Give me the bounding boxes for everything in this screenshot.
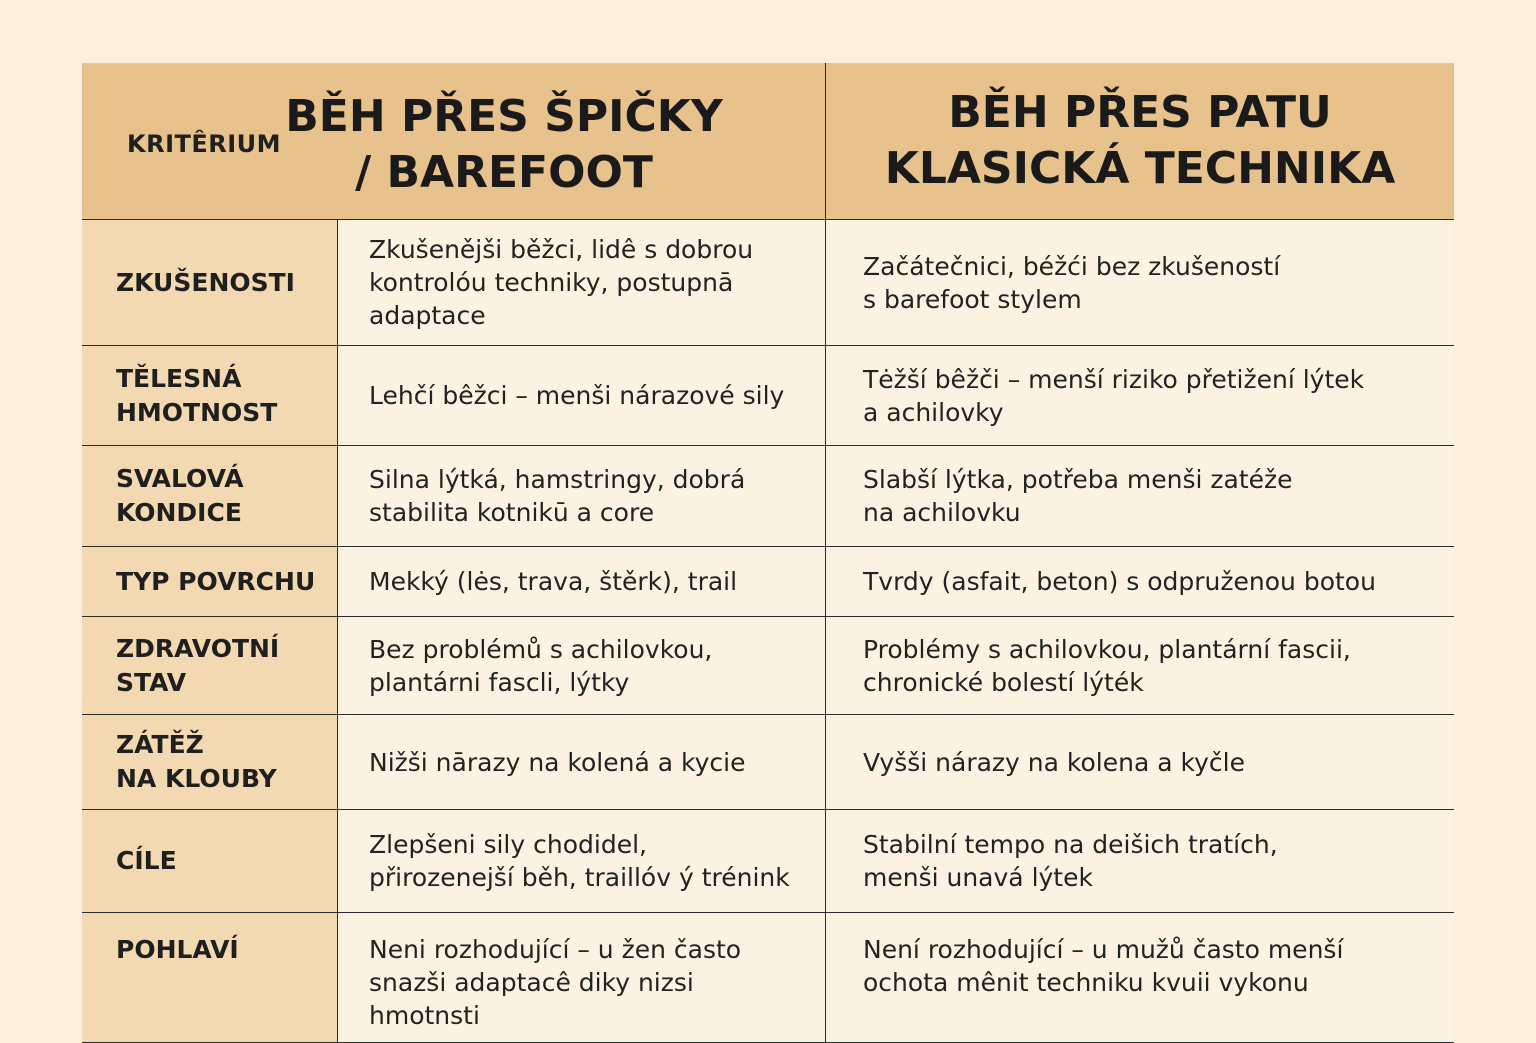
heel-cell: Problémy s achilovkou, plantární fascii, chronické bolestí lýték	[826, 617, 1454, 715]
criterion-cell: TĚLESNÁ HMOTNOST	[82, 346, 338, 446]
criterion-cell: ZKUŠENOSTI	[82, 220, 338, 346]
criterion-cell: ZÁTĚŽ NA KLOUBY	[82, 715, 338, 810]
forefoot-cell: Neni rozhodující – u žen často snazši adaptacê diky nizsi hmotnsti	[338, 913, 826, 1043]
heel-cell: Tėžší bêžči – menší riziko přetižení lýtek a achilovky	[826, 346, 1454, 446]
criterion-cell: ZDRAVOTNÍ STAV	[82, 617, 338, 715]
criterion-column-header: KRITÊRIUM	[127, 130, 282, 158]
comparison-table	[82, 63, 1454, 1043]
forefoot-column-header: BĚH PŘES ŠPIČKY / BAREFOOT	[285, 91, 723, 198]
heel-cell: Tvrdy (asfait, beton) s odpruženou botou	[826, 547, 1454, 617]
forefoot-cell: Mekký (lės, trava, štěrk), trail	[338, 547, 826, 617]
forefoot-cell: Silna lýtká, hamstringy, dobrá stabilita kotnikū a core	[338, 446, 826, 547]
heel-cell: Slabší lýtka, potřeba menši zatéže na achilovku	[826, 446, 1454, 547]
forefoot-cell: Zlepšeni sily chodidel, přirozenejší běh, traillóv ý trénink	[338, 810, 826, 913]
heel-cell: Vyšši nárazy na kolena a kyčle	[826, 715, 1454, 810]
heel-column-header: BĚH PŘES PATU KLASICKÁ TECHNIKA	[884, 87, 1396, 194]
header-right	[826, 63, 1454, 220]
criterion-cell: TYP POVRCHU	[82, 547, 338, 617]
forefoot-cell: Lehčí bêžci – menši nárazové sily	[338, 346, 826, 446]
criterion-cell: SVALOVÁ KONDICE	[82, 446, 338, 547]
criterion-cell: CÍLE	[82, 810, 338, 913]
heel-cell: Stabilní tempo na deišich tratích, menši unavá lýtek	[826, 810, 1454, 913]
header-left	[82, 63, 826, 220]
criterion-cell: POHLAVÍ	[82, 913, 338, 1043]
forefoot-cell: Bez problémů s achilovkou, plantárni fascli, lýtky	[338, 617, 826, 715]
heel-cell: Není rozhodující – u mužů často menší ochota mênit techniku kvuii vykonu	[826, 913, 1454, 1043]
forefoot-cell: Nižši nārazy na kolená a kycie	[338, 715, 826, 810]
heel-cell: Začátečnici, béžći bez zkušeností s barefoot stylem	[826, 220, 1454, 346]
forefoot-cell: Zkušenějši běžci, lidê s dobrou kontrolóu techniky, postupnā adaptace	[338, 220, 826, 346]
